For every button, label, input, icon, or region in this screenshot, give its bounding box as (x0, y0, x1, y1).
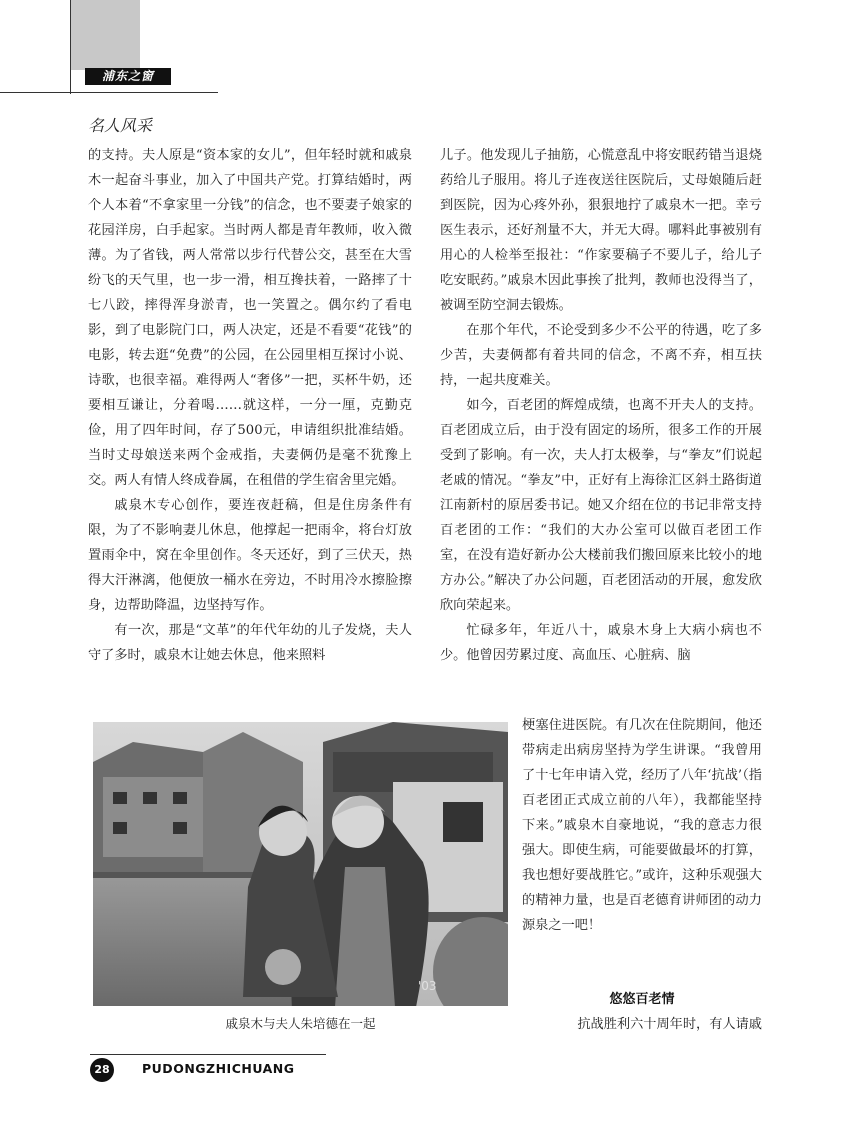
paragraph: 的支持。夫人原是“资本家的女儿”，但年轻时就和戚泉木一起奋斗事业，加入了中国共产党。打算结婚时，两个人本着“不拿家里一分钱”的信念，也不要妻子娘家的花园洋房，白手起家。当时两人都是青年教师，收入微薄。为了省钱，两人常常以步行代替公交，甚至在大雪纷飞的天气里，也一步一滑，相互搀扶着，一路摔了十七八跤，摔得浑身淤青，也一笑置之。偶尔约了看电影，到了电影院门口，两人决定，还是不看要“花钱”的电影，转去逛“免费”的公园，在公园里相互探讨小说、诗歌，也很幸福。难得两人“奢侈”一把，买杯牛奶，还要相互谦让，分着喝……就这样，一分一厘，克勤克俭，用了四年时间，存了500元，申请组织批准结婚。当时丈母娘送来两个金戒指，夫妻俩仍是毫不犹豫上交。两人有情人终成眷属，在租借的学生宿舍里完婚。 (88, 148, 412, 488)
paragraph: 有一次，那是“文革”的年代年幼的儿子发烧，夫人守了多时，戚泉木让她去休息，他来照料 (88, 623, 412, 663)
subheading: 悠悠百老情 (609, 992, 675, 1007)
paragraph: 如今，百老团的辉煌成绩，也离不开夫人的支持。百老团成立后，由于没有固定的场所，很多工作的开展受到了影响。有一次，夫人打太极拳，与“拳友”们说起老戚的情况。“拳友”中，正好有上海徐汇区斜土路街道江南新村的原居委书记。她又介绍在位的书记非常支持百老团的工作：“我们的大办公室可以做百老团工作室，在没有造好新办公大楼前我们搬回原来比较小的地方办公。”解决了办公问题，百老团活动的开展，愈发欣欣向荣起来。 (440, 398, 762, 613)
page-number: 28 (90, 1058, 114, 1082)
section-title: 名人风采 (88, 116, 153, 135)
photo-date-stamp: '03 (418, 979, 437, 993)
photo-illustration (93, 722, 508, 1006)
magazine-name: PUDONGZHICHUANG (142, 1061, 295, 1076)
paragraph: 梗塞住进医院。有几次在住院期间，他还带病走出病房坚持为学生讲课。“我曾用了十七年申请入党，经历了八年‘抗战’（指百老团正式成立前的八年），我都能坚持下来。”戚泉木自豪地说，“我的意志力很强大。即使生病，可能要做最坏的打算，我也想好要战胜它。”或许，这种乐观强大的精神力量，也是百老德育讲师团的动力源泉之一吧！ (522, 718, 762, 933)
paragraph: 戚泉木专心创作，要连夜赶稿，但是住房条件有限，为了不影响妻儿休息，他撑起一把雨伞，将台灯放置雨伞中，窝在伞里创作。冬天还好，到了三伏天，热得大汗淋漓，他便放一桶水在旁边，不时用冷水擦脸擦身，边帮助降温，边坚持写作。 (88, 498, 412, 613)
paragraph: 在那个年代，不论受到多少不公平的待遇，吃了多少苦，夫妻俩都有着共同的信念，不离不弃，相互扶持，一起共度难关。 (440, 323, 762, 388)
paragraph: 儿子。他发现儿子抽筋，心慌意乱中将安眠药错当退烧药给儿子服用。将儿子连夜送往医院后，丈母娘随后赶到医院，因为心疼外孙，狠狠地拧了戚泉木一把。幸亏医生表示，还好剂量不大，并无大碍。哪料此事被别有用心的人检举至报社：“作家要稿子不要儿子，给儿子吃安眠药。”戚泉木因此事挨了批判，教师也没得当了，被调至防空洞去锻炼。 (440, 148, 762, 313)
article-column-left (88, 143, 412, 668)
photo-caption: 戚泉木与夫人朱培德在一起 (225, 1016, 376, 1031)
paragraph: 忙碌多年，年近八十，戚泉木身上大病小病也不少。他曾因劳累过度、高血压、心脏病、脑 (440, 623, 762, 663)
paragraph: 抗战胜利六十周年时，有人请戚 (577, 1017, 762, 1032)
divider (70, 0, 71, 94)
header-tab (70, 0, 140, 70)
divider (90, 1054, 326, 1055)
article-column-right-lower (522, 713, 762, 938)
magazine-logo: 浦东之窗 (85, 68, 171, 85)
couple-photo (93, 722, 508, 1006)
divider (0, 92, 218, 93)
article-column-right (440, 143, 762, 668)
